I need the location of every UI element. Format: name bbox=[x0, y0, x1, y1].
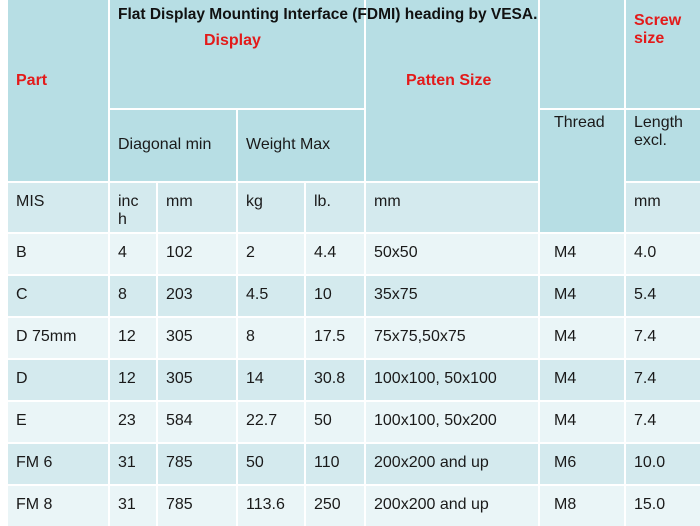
cell-kg: 50 bbox=[238, 444, 304, 484]
cell-pattern: 200x200 and up bbox=[366, 486, 538, 526]
cell-thread: M4 bbox=[540, 276, 624, 316]
cell-length: 10.0 bbox=[626, 444, 700, 484]
cell-kg: 4.5 bbox=[238, 276, 304, 316]
unit-pattern: mm bbox=[366, 183, 538, 232]
vesa-table bbox=[8, 0, 700, 513]
cell-thread: M4 bbox=[540, 318, 624, 358]
header-display: Display bbox=[110, 0, 364, 108]
cell-inch: 4 bbox=[110, 234, 156, 274]
cell-inch: 23 bbox=[110, 402, 156, 442]
cell-thread: M8 bbox=[540, 486, 624, 526]
cell-mm: 785 bbox=[158, 444, 236, 484]
unit-kg: kg bbox=[238, 183, 304, 232]
header-diagonal-min: Diagonal min bbox=[110, 110, 236, 181]
cell-inch: 31 bbox=[110, 444, 156, 484]
cell-thread: M4 bbox=[540, 234, 624, 274]
cell-kg: 2 bbox=[238, 234, 304, 274]
cell-lb: 250 bbox=[306, 486, 364, 526]
cell-kg: 14 bbox=[238, 360, 304, 400]
cell-length: 15.0 bbox=[626, 486, 700, 526]
cell-pattern: 100x100, 50x200 bbox=[366, 402, 538, 442]
cell-kg: 113.6 bbox=[238, 486, 304, 526]
unit-inch: inch bbox=[110, 183, 156, 232]
header-screw-size: Screw size bbox=[626, 0, 700, 108]
cell-length: 7.4 bbox=[626, 402, 700, 442]
cell-lb: 50 bbox=[306, 402, 364, 442]
cell-inch: 8 bbox=[110, 276, 156, 316]
cell-pattern: 50x50 bbox=[366, 234, 538, 274]
cell-lb: 30.8 bbox=[306, 360, 364, 400]
cell-lb: 4.4 bbox=[306, 234, 364, 274]
cell-pattern: 100x100, 50x100 bbox=[366, 360, 538, 400]
cell-lb: 10 bbox=[306, 276, 364, 316]
cell-mm: 785 bbox=[158, 486, 236, 526]
cell-lb: 17.5 bbox=[306, 318, 364, 358]
unit-length: mm bbox=[626, 183, 700, 232]
cell-length: 7.4 bbox=[626, 360, 700, 400]
cell-part: B bbox=[8, 234, 108, 274]
cell-part: D 75mm bbox=[8, 318, 108, 358]
cell-inch: 31 bbox=[110, 486, 156, 526]
header-weight-max: Weight Max bbox=[238, 110, 364, 181]
cell-thread: M4 bbox=[540, 402, 624, 442]
unit-part: MIS bbox=[8, 183, 108, 232]
cell-mm: 305 bbox=[158, 360, 236, 400]
cell-inch: 12 bbox=[110, 360, 156, 400]
cell-thread: M4 bbox=[540, 360, 624, 400]
cell-mm: 305 bbox=[158, 318, 236, 358]
cell-part: FM 8 bbox=[8, 486, 108, 526]
header-part: Part bbox=[8, 0, 108, 181]
unit-mm: mm bbox=[158, 183, 236, 232]
cell-pattern: 200x200 and up bbox=[366, 444, 538, 484]
header-pattern-size: Patten Size bbox=[366, 0, 538, 181]
cell-kg: 8 bbox=[238, 318, 304, 358]
cell-length: 4.0 bbox=[626, 234, 700, 274]
table-title: Flat Display Mounting Interface (FDMI) heading by VESA. bbox=[118, 6, 538, 23]
cell-part: FM 6 bbox=[8, 444, 108, 484]
cell-thread: M6 bbox=[540, 444, 624, 484]
cell-part: E bbox=[8, 402, 108, 442]
cell-mm: 584 bbox=[158, 402, 236, 442]
cell-part: D bbox=[8, 360, 108, 400]
cell-inch: 12 bbox=[110, 318, 156, 358]
cell-mm: 102 bbox=[158, 234, 236, 274]
cell-length: 7.4 bbox=[626, 318, 700, 358]
unit-lb: lb. bbox=[306, 183, 364, 232]
cell-pattern: 35x75 bbox=[366, 276, 538, 316]
cell-lb: 110 bbox=[306, 444, 364, 484]
header-blank bbox=[540, 0, 624, 108]
cell-length: 5.4 bbox=[626, 276, 700, 316]
cell-kg: 22.7 bbox=[238, 402, 304, 442]
cell-part: C bbox=[8, 276, 108, 316]
cell-pattern: 75x75,50x75 bbox=[366, 318, 538, 358]
header-length-excl: Length excl. bbox=[626, 110, 700, 181]
cell-mm: 203 bbox=[158, 276, 236, 316]
header-thread: Thread bbox=[540, 110, 624, 232]
